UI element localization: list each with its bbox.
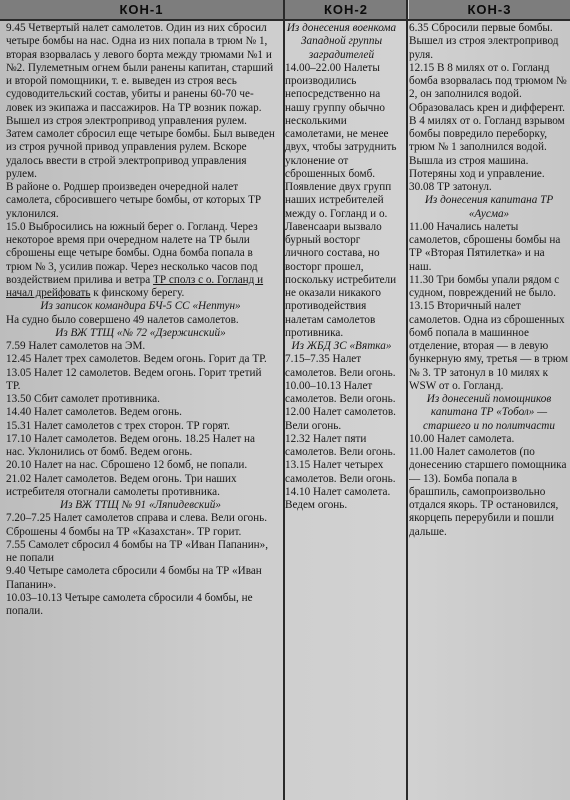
source-heading: Из ВЖ ТТЩ «№ 72 «Дзержинский» <box>55 326 226 339</box>
log-entry: 11.00 Налет самолетов (по донесению старшего помощника — 13). Бомба попала в брашпиль, самопроизвольно отдался якорь. ТР остановился, якорцепь перерубили и пошли дальше. <box>409 446 567 538</box>
log-entry: 13.05 Налет 12 самолетов. Ведем огонь. Горит третий ТР. <box>6 366 262 392</box>
log-entry: 10.03–10.13 Четыре самолета сбросили 4 бомбы, не попали. <box>6 591 253 617</box>
entry: 9.45 Четвертый налет самолетов. Один из них сбросил четыре бомбы на нас. Одна из них попала в трюм № 1, вторая взорвалась у левого борта между трюмами №1 и №2. Пулеметным огнем были ранены капитан, старший и второй помощники, т. е. выведен из строя весь судоводительский состав, убиты и ранены 60-70 человек из экипажа и пассажиров. На ТР возник пожар. Вышел из строя электропривод управления рулем. Затем самолет сбросил еще четыре бомбы. Был выведен из строя ручной привод управления рулем. Вскоре удалось ввести в строй электропривод управления рулем. <box>6 22 275 180</box>
column-header-kon1: КОН-1 <box>0 0 283 19</box>
entry: На судно было совершено 49 налетов самолетов. <box>6 313 239 326</box>
source-heading: Из донесения капитана ТР «Аусма» <box>424 194 554 220</box>
log-entry: 12.15 В 8 милях от о. Гогланд бомба взорвалась под трюмом № 2, он заполнился водой. Образовалась крен и дифферент. <box>409 61 567 114</box>
source-heading: Из ЖБД ЗС «Вятка» <box>291 340 392 352</box>
log-entry: В 4 милях от о. Гогланд взрывом бомбы повредило переборку, трюм № 1 заполнился водой. Вышла из строя машина. Потеряны ход и управление. <box>409 114 565 180</box>
log-entry: 17.10 Налет самолетов. Ведем огонь. 18.25 Налет на нас. Уклонились от бомб. Ведем огонь. <box>6 432 255 458</box>
header-divider <box>0 19 570 21</box>
log-entry: 13.50 Сбит самолет противника. <box>6 393 160 405</box>
log-entry: 7.55 Самолет сбросил 4 бомбы на ТР «Иван Папанин», не попали <box>6 538 269 564</box>
log-entry: 7.20–7.25 Налет самолетов справа и слева. Вели огонь. Сброшены 4 бомбы на ТР «Казахстан». ТР горит. <box>6 512 268 538</box>
log-entry: 11.00 Начались налеты самолетов, сброшены бомбы на ТР «Вторая Пятилетка» и на наш. <box>409 220 561 273</box>
log-entry: 30.08 ТР затонул. <box>409 181 492 193</box>
log-entry: 10.00–10.13 Налет самолетов. Вели огонь. <box>285 379 396 405</box>
log-entry: 9.40 Четыре самолета сбросили 4 бомбы на ТР «Иван Папанин». <box>6 565 262 591</box>
log-entry: 12.00 Налет самолетов. Вели огонь. <box>285 406 396 432</box>
log-entry: 6.35 Сбросили первые бомбы. Вышел из строя электропривод руля. <box>409 22 559 61</box>
log-entry: 10.00 Налет самолета. <box>409 432 515 445</box>
log-entry: 20.10 Налет на нас. Сброшено 12 бомб, не попали. <box>6 459 248 472</box>
log-entry: 15.31 Налет самолетов с трех сторон. ТР горят. <box>6 419 230 432</box>
log-entry: 14.40 Налет самолетов. Ведем огонь. <box>6 406 182 419</box>
entry: В районе о. Родшер произведен очередной налет самолета, сбросившего четыре бомбы, от которых ТР уклонился. <box>6 181 262 220</box>
log-entry: 12.32 Налет пяти самолетов. Вели огонь. <box>285 432 396 458</box>
column-header-kon3: КОН-3 <box>409 0 570 19</box>
column-kon3 <box>409 22 569 800</box>
column-kon2 <box>285 22 398 800</box>
log-entry: 14.10 Налет самолета. Ведем огонь. <box>285 485 391 511</box>
log-entry: 13.15 Налет четырех самолетов. Вели огонь. <box>285 459 396 485</box>
log-entry: 12.45 Налет трех самолетов. Ведем огонь. Горит да ТР. <box>6 353 267 366</box>
column-header-kon2: КОН-2 <box>285 0 407 19</box>
source-heading: Из донесений помощников капитана ТР «Тобол» — старшего и по политчасти <box>423 393 555 432</box>
column-divider-2 <box>406 0 408 800</box>
source-heading: Из записок командира БЧ-5 СС «Нептун» <box>40 300 241 313</box>
log-entry: 11.30 Три бомбы упали рядом с судном, повреждений не было. <box>409 273 560 299</box>
log-entry: 13.15 Вторичный налет самолетов. Одна из сброшенных бомб попала в машинное отделение, вторая — в левую бункерную яму, третья — в трюм № 3. ТР затонул в 10 милях к WSW от о. Гогланд. <box>409 300 569 392</box>
log-entry: 7.15–7.35 Налет самолетов. Вели огонь. <box>285 353 396 379</box>
entry-text: к финскому берегу. <box>93 287 185 299</box>
column-kon1 <box>6 22 275 800</box>
log-entry: 7.59 Налет самолетов на ЭМ. <box>6 340 146 352</box>
entry: 14.00–22.00 Налеты производились непосредственно на нашу группу обычно несколькими самолетами, не менее двух, чтобы затруднить уклонение от сброшенных бомб. Появление двух групп наших истребителей между о. Гогланд и о. Лавенсаари вызвало бурный восторг личного состава, но восторг прошел, поскольку истребители не оказали никакого противодействия налетам самолетов противника. <box>285 61 397 339</box>
entry <box>6 221 275 301</box>
log-entry: 21.02 Налет самолетов. Ведем огонь. Три наших истребителя отогнали самолеты противника. <box>6 472 237 498</box>
source-heading: Из донесения военкома Западной группы заградителей <box>286 22 397 61</box>
entry-text: 15.0 Выбросились на южный берег о. Гогланд. Через некоторое время при очередном налете на ТР были сброшены еще четыре бомбы. Одна бомба попала в трюм № 3, усилив пожар. Через несколько часов под воздействием прилива и ветра <box>6 220 258 286</box>
source-heading: Из ВЖ ТТЩ № 91 «Ляпидевский» <box>60 499 221 511</box>
underlined-text: ТР сполз с о. Гогланд и начал дрейфовать <box>6 273 264 299</box>
